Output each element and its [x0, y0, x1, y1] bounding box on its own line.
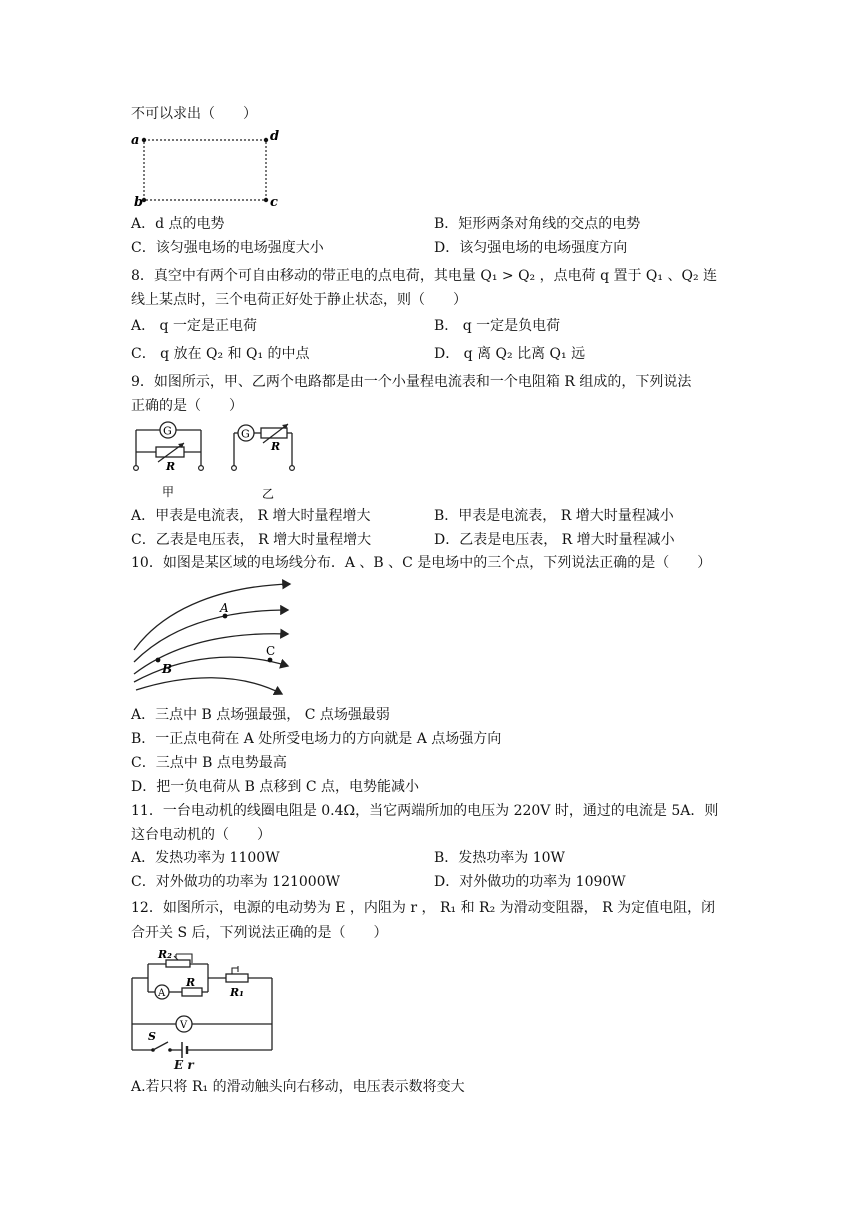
- q9-yi-galvanometer-label: G: [241, 427, 250, 441]
- q9-circuit-figure: [126, 418, 316, 502]
- q7-option-b: B．矩形两条对角线的交点的电势: [434, 216, 641, 232]
- q8-option-d: D． q 离 Q₂ 比离 Q₁ 远: [434, 346, 586, 362]
- q8-option-c: C． q 放在 Q₂ 和 Q₁ 的中点: [131, 346, 310, 362]
- q9-option-a: A．甲表是电流表， R 增大时量程增大: [131, 508, 371, 524]
- q10-field-line-2: [134, 610, 288, 662]
- q7-label-b: b: [134, 195, 144, 208]
- q9-option-c: C．乙表是电压表， R 增大时量程增大: [131, 532, 372, 548]
- q7-stem-tail: 不可以求出（ ）: [131, 106, 257, 122]
- q10-point-b: [156, 658, 161, 663]
- q12-stem-line1: 12．如图所示，电源的电动势为 E ，内阻为 r ， R₁ 和 R₂ 为滑动变阻器， R 为定值电阻，闭: [131, 900, 716, 916]
- q9-label-jia: 甲: [162, 485, 175, 499]
- q10-label-a: A: [220, 601, 229, 615]
- q10-option-b: B．一正点电荷在 A 处所受电场力的方向就是 A 点场强方向: [131, 731, 502, 747]
- q12-label-emf: E r: [174, 1058, 194, 1072]
- q7-rectangle: [144, 140, 266, 200]
- q7-option-c: C．该匀强电场的电场强度大小: [131, 240, 324, 256]
- q7-option-d: D．该匀强电场的电场强度方向: [434, 240, 628, 256]
- q7-label-c: c: [270, 195, 278, 208]
- q8-option-a: A． q 一定是正电荷: [131, 318, 257, 334]
- q8-stem-line2: 线上某点时，三个电荷正好处于静止状态，则（ ）: [131, 292, 467, 308]
- q9-stem-line2: 正确的是（ ）: [131, 398, 243, 414]
- q12-label-r2: R₂: [158, 948, 172, 961]
- q12-label-r1: R₁: [230, 986, 244, 999]
- q9-jia-galvanometer-label: G: [163, 424, 172, 438]
- q9-jia-resistor-label: R: [166, 460, 176, 473]
- q12-circuit-figure: [126, 946, 278, 1058]
- q11-stem-line1: 11．一台电动机的线圈电阻是 0.4Ω，当它两端所加的电压为 220V 时，通过的电流是 5A．则: [131, 803, 719, 819]
- q10-option-c: C．三点中 B 点电势最高: [131, 755, 287, 771]
- q9-label-yi: 乙: [262, 487, 275, 501]
- q10-field-line-3: [134, 634, 288, 674]
- q8-option-b: B． q 一定是负电荷: [434, 318, 561, 334]
- q9-option-d: D．乙表是电压表， R 增大时量程减小: [434, 532, 675, 548]
- q7-label-d: d: [270, 129, 280, 144]
- q10-stem: 10．如图是某区域的电场线分布．A 、B 、C 是电场中的三个点，下列说法正确的是（ ）: [131, 555, 712, 571]
- q11-stem-line2: 这台电动机的（ ）: [131, 827, 271, 843]
- q10-label-c: C: [266, 644, 276, 658]
- q9-yi-resistor-label: R: [271, 440, 281, 453]
- q12-label-voltmeter: V: [180, 1020, 188, 1031]
- q12-option-a: A.若只将 R₁ 的滑动触头向右移动，电压表示数将变大: [131, 1079, 465, 1095]
- q12-label-ammeter: A: [158, 988, 166, 999]
- q11-option-d: D．对外做功的功率为 1090W: [434, 874, 626, 890]
- q9-option-b: B．甲表是电流表， R 增大时量程减小: [434, 508, 674, 524]
- q7-rectangle-figure: [128, 128, 288, 208]
- q10-point-c: [268, 658, 273, 663]
- q9-circuit-jia: [134, 422, 204, 499]
- q7-option-a: A．d 点的电势: [131, 216, 225, 232]
- q12-label-r: R: [186, 976, 196, 989]
- q11-option-b: B．发热功率为 10W: [434, 850, 565, 866]
- q9-circuit-yi: [232, 424, 295, 501]
- q8-stem-line1: 8．真空中有两个可自由移动的带正电的点电荷，其电量 Q₁ > Q₂ ，点电荷 q 置于 Q₁ 、Q₂ 连: [131, 268, 718, 284]
- q10-field-line-5: [136, 678, 282, 694]
- q12-stem-line2: 合开关 S 后，下列说法正确的是（ ）: [131, 925, 388, 941]
- q10-field-lines-figure: [126, 578, 302, 698]
- q10-option-a: A．三点中 B 点场强最强， C 点场强最弱: [131, 707, 390, 723]
- q12-label-switch: S: [148, 1030, 156, 1043]
- q11-option-c: C．对外做功的功率为 121000W: [131, 874, 340, 890]
- q10-option-d: D．把一负电荷从 B 点移到 C 点，电势能减小: [131, 779, 420, 795]
- q10-label-b: B: [162, 662, 173, 676]
- q7-label-a: a: [131, 133, 140, 148]
- q9-stem-line1: 9．如图所示，甲、乙两个电路都是由一个小量程电流表和一个电阻箱 R 组成的，下列说法: [131, 374, 692, 390]
- q11-option-a: A．发热功率为 1100W: [131, 850, 280, 866]
